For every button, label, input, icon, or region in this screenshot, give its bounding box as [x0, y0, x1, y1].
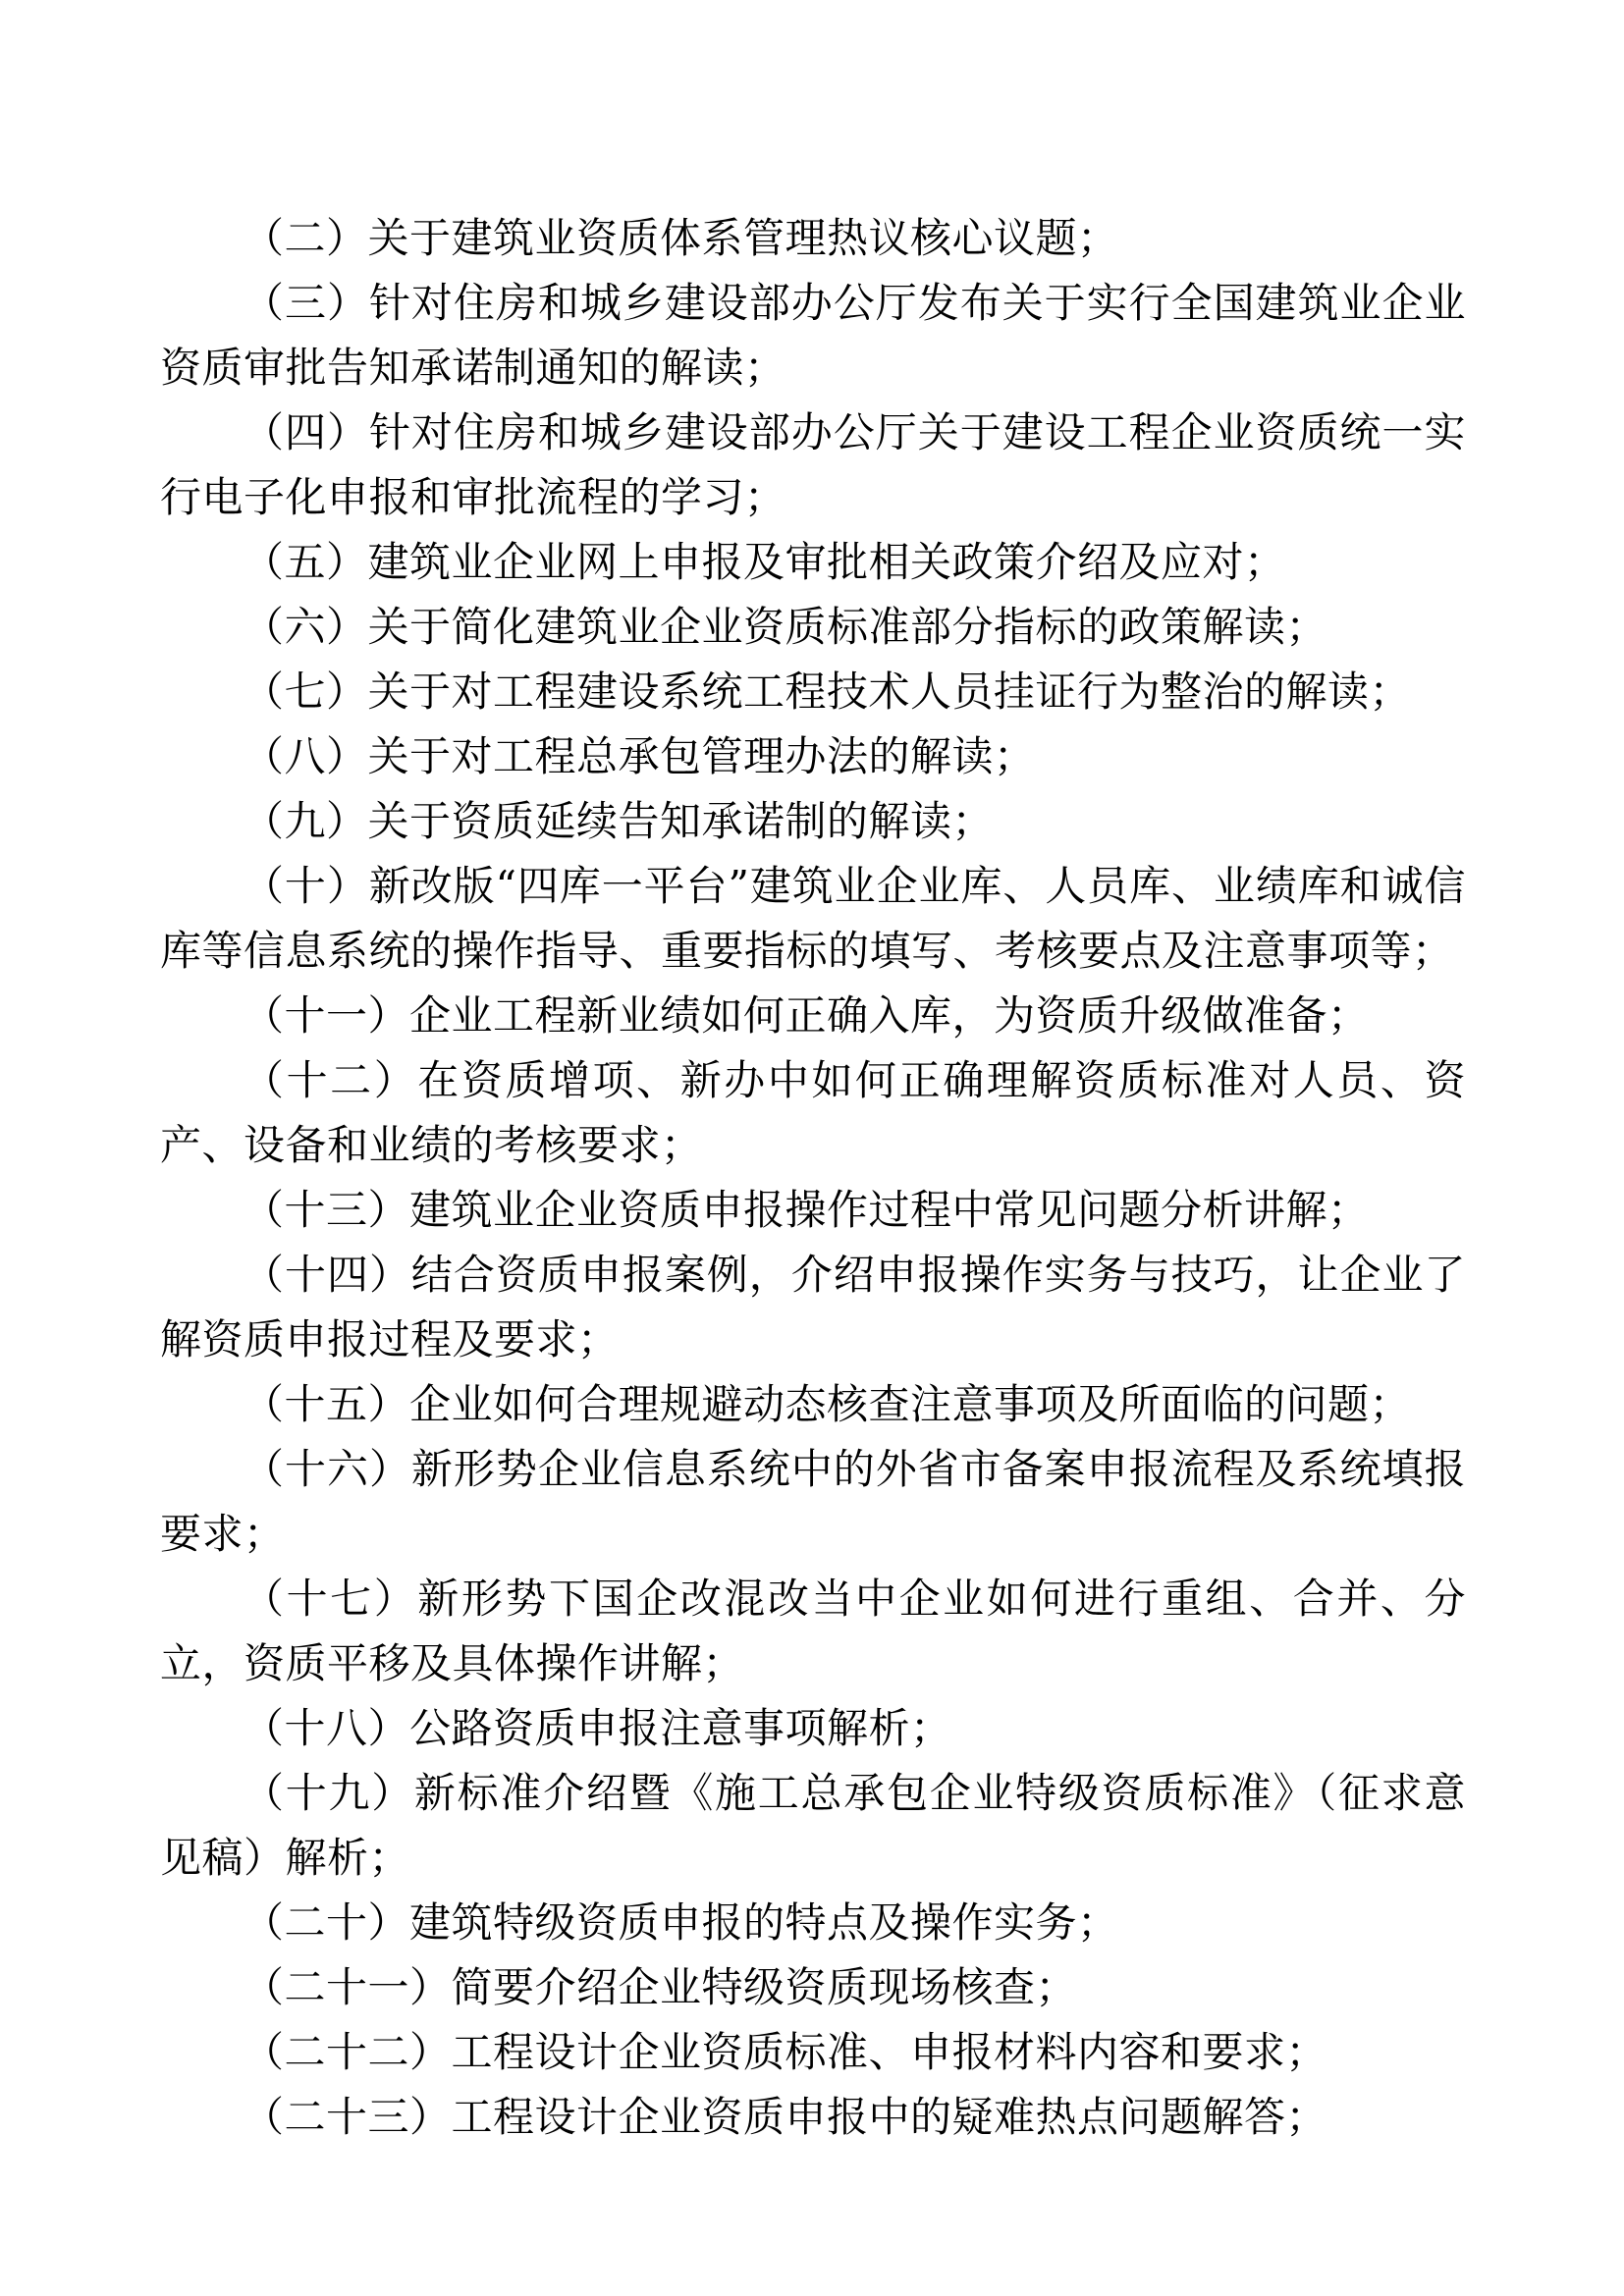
list-item-2: （二）关于建筑业资质体系管理热议核心议题；: [243, 214, 1119, 262]
list-item-9: （九）关于资质延续告知承诺制的解读；: [243, 797, 995, 845]
list-item-6: （六）关于简化建筑业企业资质标准部分指标的政策解读；: [243, 603, 1328, 651]
document-body: [160, 206, 1466, 2150]
list-item-15: （十五）企业如何合理规避动态核查注意事项及所面临的问题；: [243, 1380, 1412, 1428]
list-item-17: （十七）新形势下国企改混改当中企业如何进行重组、合并、分立，资质平移及具体操作讲解；: [160, 1575, 1466, 1687]
list-item-11: （十一）企业工程新业绩如何正确入库，为资质升级做准备；: [243, 991, 1370, 1040]
list-item-21: （二十一）简要介绍企业特级资质现场核查；: [243, 1963, 1078, 2011]
list-item-3: （三）针对住房和城乡建设部办公厅发布关于实行全国建筑业企业资质审批告知承诺制通知的解读；: [160, 279, 1466, 392]
list-item-22: （二十二）工程设计企业资质标准、申报材料内容和要求；: [243, 2028, 1328, 2076]
list-item-16: （十六）新形势企业信息系统中的外省市备案申报流程及系统填报要求；: [160, 1445, 1466, 1558]
list-item-8: （八）关于对工程总承包管理办法的解读；: [243, 732, 1036, 780]
list-item-18: （十八）公路资质申报注意事项解析；: [243, 1704, 952, 1752]
list-item-13: （十三）建筑业企业资质申报操作过程中常见问题分析讲解；: [243, 1186, 1370, 1234]
list-item-5: （五）建筑业企业网上申报及审批相关政策介绍及应对；: [243, 538, 1286, 586]
list-item-14: （十四）结合资质申报案例，介绍申报操作实务与技巧，让企业了解资质申报过程及要求；: [160, 1251, 1466, 1363]
list-item-20: （二十）建筑特级资质申报的特点及操作实务；: [243, 1898, 1119, 1947]
list-item-10: （十）新改版“四库一平台”建筑业企业库、人员库、业绩库和诚信库等信息系统的操作指导、重要指标的填写、考核要点及注意事项等；: [160, 862, 1466, 975]
list-item-12: （十二）在资质增项、新办中如何正确理解资质标准对人员、资产、设备和业绩的考核要求；: [160, 1056, 1466, 1169]
list-item-19: （十九）新标准介绍暨《施工总承包企业特级资质标准》（征求意见稿）解析；: [160, 1769, 1466, 1882]
list-item-23: （二十三）工程设计企业资质申报中的疑难热点问题解答；: [243, 2093, 1328, 2141]
list-item-7: （七）关于对工程建设系统工程技术人员挂证行为整治的解读；: [243, 667, 1412, 716]
list-item-4: （四）针对住房和城乡建设部办公厅关于建设工程企业资质统一实行电子化申报和审批流程的学习；: [160, 408, 1466, 521]
